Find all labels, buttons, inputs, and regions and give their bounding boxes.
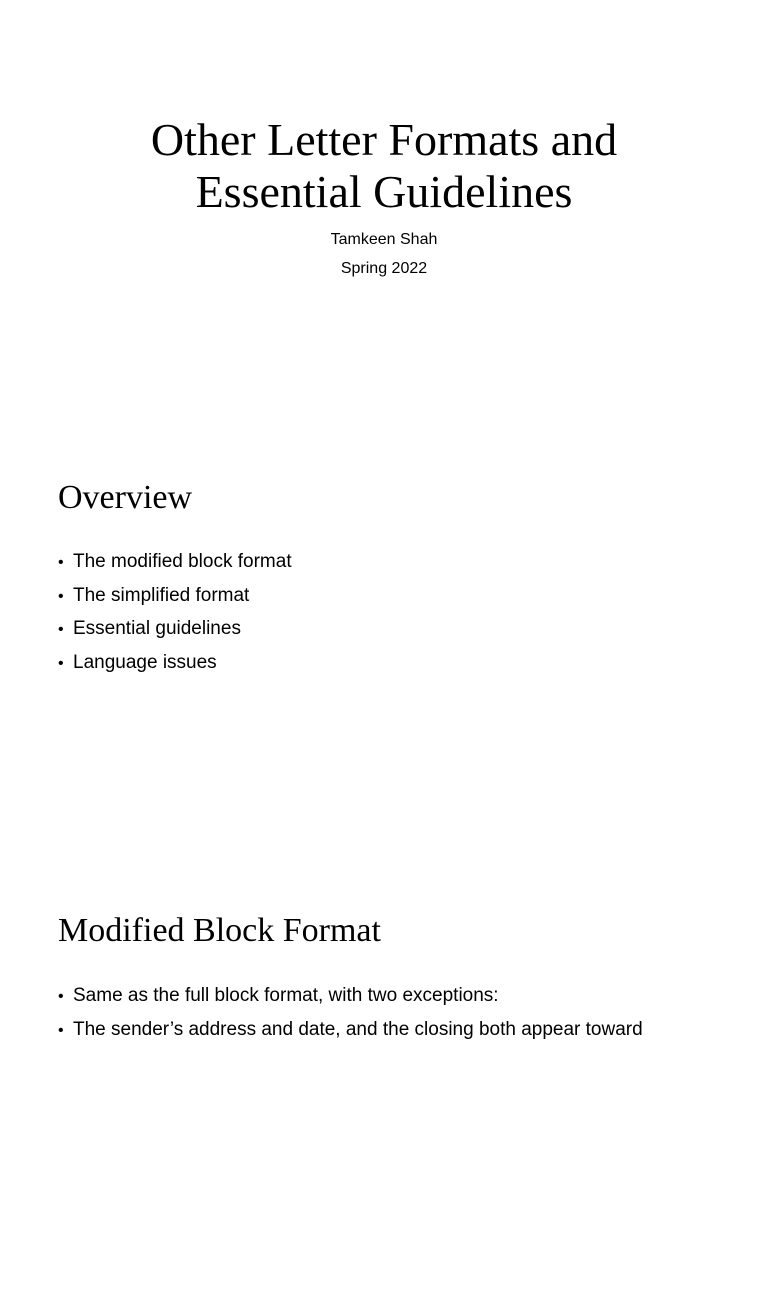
bullet-icon: • [58, 1021, 64, 1039]
author-name: Tamkeen Shah [330, 231, 438, 248]
list-item [58, 647, 292, 681]
bullet-text: Essential guidelines [73, 618, 241, 639]
term-label: Spring 2022 [340, 260, 428, 277]
title-line-2: Essential Guidelines [195, 166, 573, 217]
list-item [58, 546, 292, 580]
title-line-1: Other Letter Formats and [150, 114, 618, 165]
modified-block-heading: Modified Block Format [58, 912, 381, 949]
bullet-text: Same as the full block format, with two exceptions: [73, 985, 499, 1006]
bullet-text: The simplified format [73, 584, 250, 606]
modified-block-slide [0, 868, 768, 1300]
bullet-icon: • [58, 554, 64, 571]
bullet-icon: • [58, 621, 64, 638]
bullet-icon: • [58, 654, 64, 672]
list-item [58, 980, 643, 1014]
presentation-title [0, 114, 768, 218]
bullet-icon: • [58, 587, 64, 605]
title-slide [0, 0, 768, 432]
modified-block-bullet-list [58, 980, 643, 1047]
bullet-text: Language issues [73, 651, 217, 673]
list-item [58, 580, 292, 614]
list-item [58, 613, 292, 647]
overview-bullet-list [58, 546, 292, 680]
overview-heading: Overview [58, 479, 193, 516]
list-item [58, 1014, 643, 1048]
bullet-text: The sender’s address and date, and the closing both appear toward [73, 1018, 643, 1040]
bullet-icon: • [58, 988, 64, 1005]
overview-slide [0, 434, 768, 866]
bullet-text: The modified block format [73, 551, 292, 572]
